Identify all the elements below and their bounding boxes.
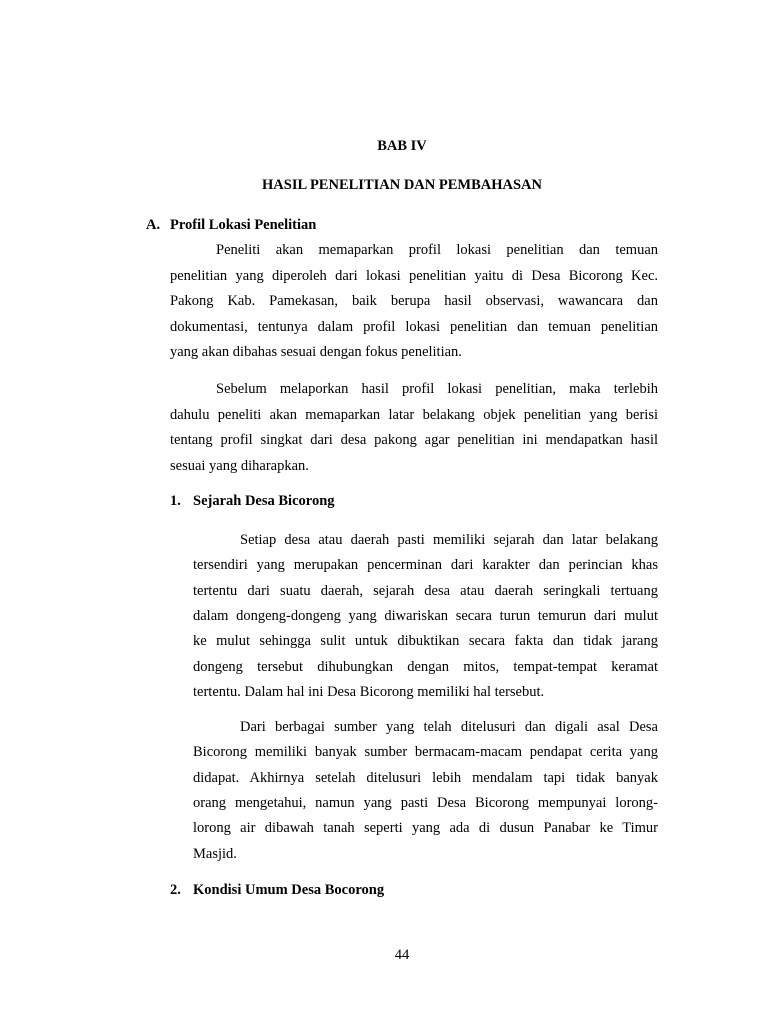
text-line: Bicorong memiliki banyak sumber bermacam-macam pendapat cerita yang <box>193 744 658 760</box>
text-line: lorong air dibawah tanah seperti yang ada di dusun Panabar ke Timur <box>193 820 658 836</box>
text-line: tertentu. Dalam hal ini Desa Bicorong memiliki hal tersebut. <box>193 684 545 700</box>
subsection-2-marker: 2. <box>170 882 181 898</box>
text-line: dalam dongeng-dongeng yang diwariskan secara turun temurun dari mulut <box>193 608 658 624</box>
text-line: dongeng tersebut dihubungkan dengan mitos, tempat-tempat keramat <box>193 659 658 675</box>
text-line: ke mulut sehingga sulit untuk dibuktikan secara fakta dan tidak jarang <box>193 633 658 649</box>
text-line: Dari berbagai sumber yang telah ditelusuri dan digali asal Desa <box>240 719 658 735</box>
text-line: tertentu dari suatu daerah, sejarah desa atau daerah seringkali tertuang <box>193 583 658 599</box>
text-line: dahulu peneliti akan memaparkan latar belakang objek penelitian yang berisi <box>170 407 658 423</box>
text-line: orang mengetahui, namun yang pasti Desa Bicorong mempunyai lorong- <box>193 795 658 811</box>
page-number: 44 <box>394 947 410 963</box>
subsection-1-marker: 1. <box>170 493 181 509</box>
text-line: Pakong Kab. Pamekasan, baik berupa hasil observasi, wawancara dan <box>170 293 658 309</box>
text-line: tersendiri yang merupakan pencerminan dari karakter dan perincian khas <box>193 557 658 573</box>
text-line: Setiap desa atau daerah pasti memiliki sejarah dan latar belakang <box>240 532 658 548</box>
text-line: yang akan dibahas sesuai dengan fokus penelitian. <box>170 344 462 360</box>
text-line: Masjid. <box>193 846 237 862</box>
section-a-title: Profil Lokasi Penelitian <box>170 217 317 233</box>
chapter-title: HASIL PENELITIAN DAN PEMBAHASAN <box>262 177 542 193</box>
text-line: penelitian yang diperoleh dari lokasi penelitian yaitu di Desa Bicorong Kec. <box>170 268 658 284</box>
chapter-label: BAB IV <box>377 138 427 154</box>
text-line: Sebelum melaporkan hasil profil lokasi penelitian, maka terlebih <box>216 381 658 397</box>
text-line: didapat. Akhirnya setelah ditelusuri lebih mendalam tapi tidak banyak <box>193 770 658 786</box>
section-a-marker: A. <box>146 217 161 233</box>
text-line: sesuai yang diharapkan. <box>170 458 309 474</box>
text-line: dokumentasi, tentunya dalam profil lokasi penelitian dan temuan penelitian <box>170 319 658 335</box>
text-line: Peneliti akan memaparkan profil lokasi penelitian dan temuan <box>216 242 658 258</box>
text-line: tentang profil singkat dari desa pakong agar penelitian ini mendapatkan hasil <box>170 432 658 448</box>
subsection-1-title: Sejarah Desa Bicorong <box>193 493 335 509</box>
subsection-2-title: Kondisi Umum Desa Bocorong <box>193 882 385 898</box>
